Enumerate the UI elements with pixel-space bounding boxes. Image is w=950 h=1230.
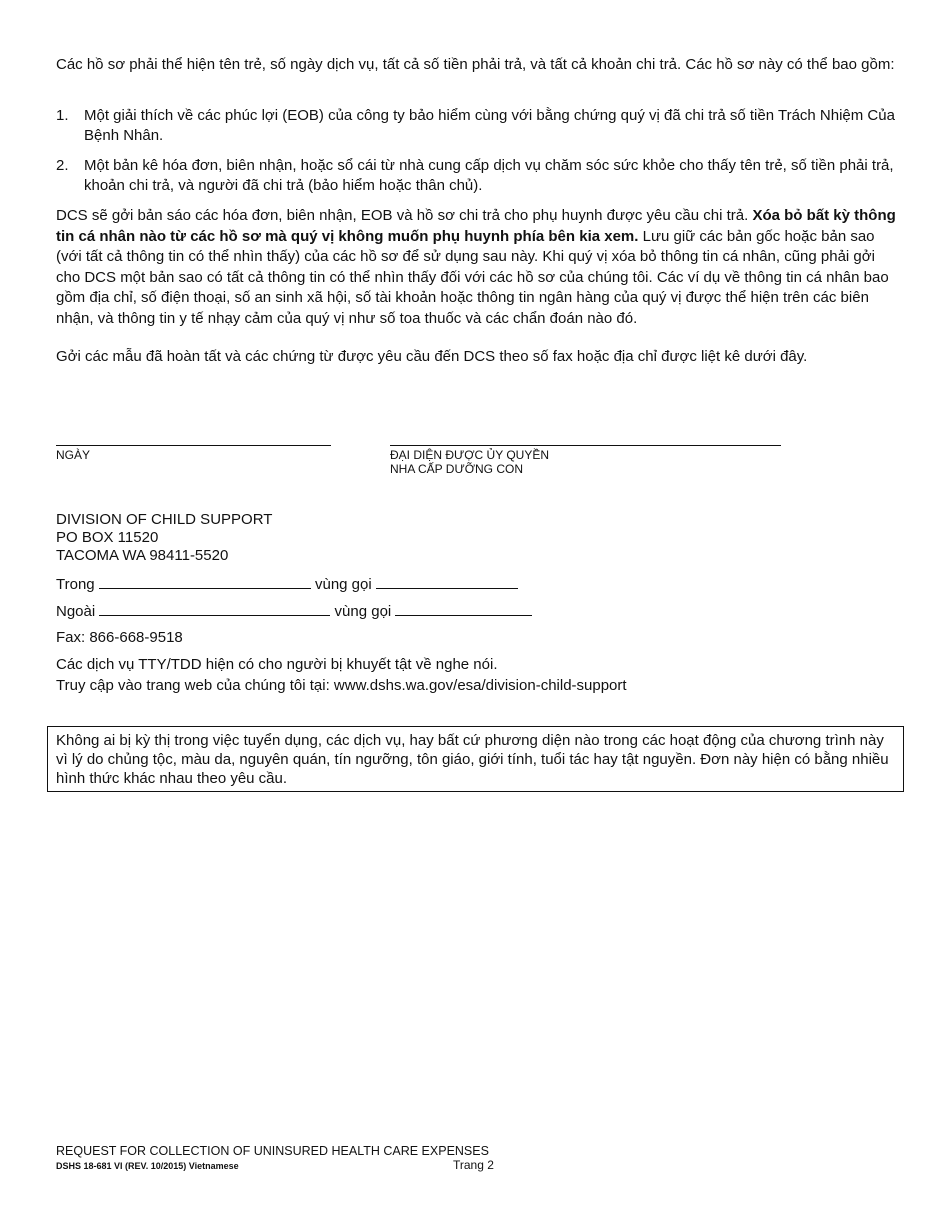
representative-label [390,448,549,476]
phone-outside-area-label: vùng gọi [334,603,392,620]
phone-outside-blank[interactable] [99,601,330,616]
website-line: Truy cập vào trang web của chúng tôi tại: www.dshs.wa.gov/esa/division-child-support [56,677,627,694]
dcs-paragraph [56,206,896,330]
tty-notice: Các dịch vụ TTY/TDD hiện có cho người bị khuyết tật về nghe nói. [56,656,498,673]
phone-inside-area-blank[interactable] [376,574,518,589]
date-label: NGÀY [56,448,91,462]
address-line-3: TACOMA WA 98411-5520 [56,547,229,564]
dcs-bold-warning: Xóa bỏ bất kỳ thông tin cá nhân nào từ các hồ sơ mà quý vị không muốn phụ huynh phía bên kia xem. [56,207,896,245]
nondiscrimination-notice: Không ai bị kỳ thị trong việc tuyển dụng, các dịch vụ, hay bất cứ phương diện nào trong các hoạt động của chương trình này vì lý do chủng tộc, màu da, nguyên quán, tín ngưỡng, tôn giáo, giới tính, tuổi tác hay tật nguyền. Đơn này hiện có bằng nhiều hình thức khác nhau theo yêu cầu. [47,726,904,792]
phone-outside-label: Ngoài [56,603,96,620]
list-number: 1. [56,107,69,124]
list-text: Một giải thích về các phúc lợi (EOB) của công ty bảo hiểm cùng với bằng chứng quý vị đã chi trả số tiền Trách Nhiệm Của Bệnh Nhân. [84,107,895,144]
representative-label-line1: ĐẠI DIỆN ĐƯỢC ỦY QUYỀN [390,448,550,462]
representative-signature-line[interactable] [390,445,781,446]
fax-number: Fax: 866-668-9518 [56,629,183,646]
address-line-1: DIVISION OF CHILD SUPPORT [56,511,273,528]
dcs-text-part2: Lưu giữ các bản gốc hoặc bản sao (với tất cả thông tin có thể nhìn thấy) của các hồ sơ để sử dụng sau này. Khi quý vị xóa bỏ thông tin cá nhân, cũng phải gởi cho DCS một bản sao có tất cả thông tin có thể nhìn thấy đối với các hồ sơ của chúng tôi. Các ví dụ về thông tin cá nhân bao gồm địa chỉ, số điện thoại, số an sinh xã hội, số tài khoản hoặc thông tin ngân hàng của quý vị được thể hiện trên các biên nhận, và thông tin y tế nhạy cảm của quý vị như số toa thuốc và các chẩn đoán nào đó. [56,227,889,327]
form-number: DSHS 18-681 VI (REV. 10/2015) Vietnamese [56,1161,239,1171]
phone-inside-blank[interactable] [99,574,311,589]
phone-inside-label: Trong [56,576,95,593]
phone-outside-area-blank[interactable] [395,601,532,616]
phone-inside-area-label: vùng gọi [314,576,372,593]
list-number: 2. [56,157,69,174]
intro-paragraph: Các hồ sơ phải thể hiện tên trẻ, số ngày dịch vụ, tất cả số tiền phải trả, và tất cả khoản chi trả. Các hồ sơ này có thể bao gồm: [56,56,895,73]
address-line-2: PO BOX 11520 [56,529,159,546]
mailing-address [56,511,272,565]
list-item [56,106,896,146]
page-number: Trang 2 [453,1158,494,1172]
phone-inside-row [56,574,518,595]
date-signature-line[interactable] [56,445,331,446]
phone-outside-row [56,601,532,622]
dcs-text-part1: DCS sẽ gởi bản sáo các hóa đơn, biên nhận, EOB và hồ sơ chi trả cho phụ huynh được yêu cầu chi trả. [56,207,753,224]
representative-label-line2: NHA CẤP DƯỠNG CON [390,462,524,476]
form-title: REQUEST FOR COLLECTION OF UNINSURED HEALTH CARE EXPENSES [56,1144,489,1158]
list-text: Một bản kê hóa đơn, biên nhận, hoặc sổ cái từ nhà cung cấp dịch vụ chăm sóc sức khỏe cho thấy tên trẻ, số tiền phải trả, khoản chi trả, và người đã chi trả (bảo hiểm hoặc thân chủ). [84,157,894,194]
list-item [56,156,896,196]
send-instruction: Gởi các mẫu đã hoàn tất và các chứng từ được yêu cầu đến DCS theo số fax hoặc địa chỉ được liệt kê dưới đây. [56,348,808,365]
